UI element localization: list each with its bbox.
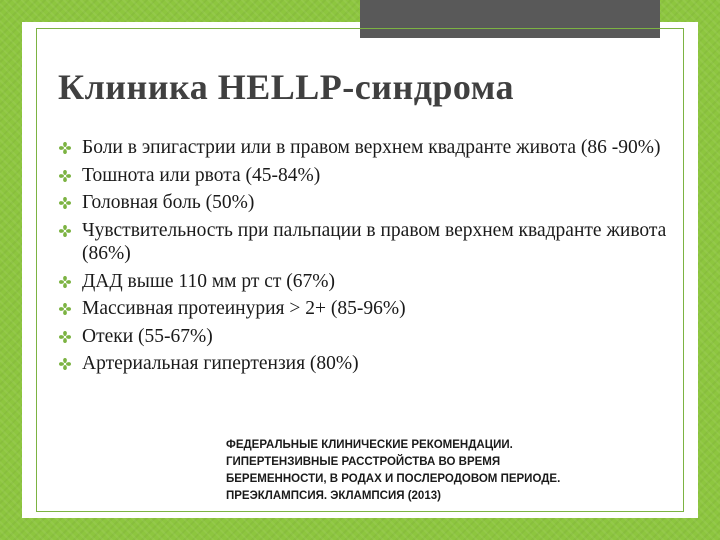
bullet-text: Массивная протеинурия > 2+ (85-96%) bbox=[82, 298, 406, 319]
bullet-text: Тошнота или рвота (45-84%) bbox=[82, 164, 321, 186]
bullet-text: Отеки (55-67%) bbox=[82, 325, 213, 347]
bullet-item bbox=[58, 136, 680, 160]
four-leaf-marker-icon bbox=[58, 330, 72, 344]
slide-title: Клиника HELLP-синдрома bbox=[58, 67, 515, 107]
four-leaf-marker-icon bbox=[58, 196, 72, 210]
four-leaf-marker-icon bbox=[58, 302, 72, 316]
bullet-item bbox=[58, 164, 680, 188]
reference-citation bbox=[226, 437, 656, 505]
bullet-item bbox=[58, 325, 680, 349]
bullet-item bbox=[58, 297, 680, 321]
bullet-item bbox=[58, 352, 680, 376]
reference-line: ПРЕЭКЛАМПСИЯ. ЭКЛАМПСИЯ (2013) bbox=[226, 490, 441, 502]
four-leaf-marker-icon bbox=[58, 169, 72, 183]
bullet-list bbox=[58, 136, 680, 380]
bullet-text: Боли в эпигастрии или в правом верхнем квадранте живота (86 -90%) bbox=[82, 137, 661, 158]
four-leaf-marker-icon bbox=[58, 141, 72, 155]
bullet-item bbox=[58, 191, 680, 215]
four-leaf-marker-icon bbox=[58, 357, 72, 371]
reference-line: БЕРЕМЕННОСТИ, В РОДАХ И ПОСЛЕРОДОВОМ ПЕРИОДЕ. bbox=[226, 473, 561, 485]
bullet-item bbox=[58, 219, 680, 266]
four-leaf-marker-icon bbox=[58, 275, 72, 289]
bullet-item bbox=[58, 270, 680, 294]
bullet-text: Чувствительность при пальпации в правом верхнем квадранте живота (86%) bbox=[82, 219, 667, 264]
reference-line: ГИПЕРТЕНЗИВНЫЕ РАССТРОЙСТВА ВО ВРЕМЯ bbox=[226, 456, 501, 468]
bullet-text: ДАД выше 110 мм рт ст (67%) bbox=[82, 270, 336, 292]
four-leaf-marker-icon bbox=[58, 224, 72, 238]
reference-line: ФЕДЕРАЛЬНЫЕ КЛИНИЧЕСКИЕ РЕКОМЕНДАЦИИ. bbox=[226, 439, 513, 451]
bullet-text: Головная боль (50%) bbox=[82, 192, 255, 213]
bullet-text: Артериальная гипертензия (80%) bbox=[82, 353, 359, 374]
